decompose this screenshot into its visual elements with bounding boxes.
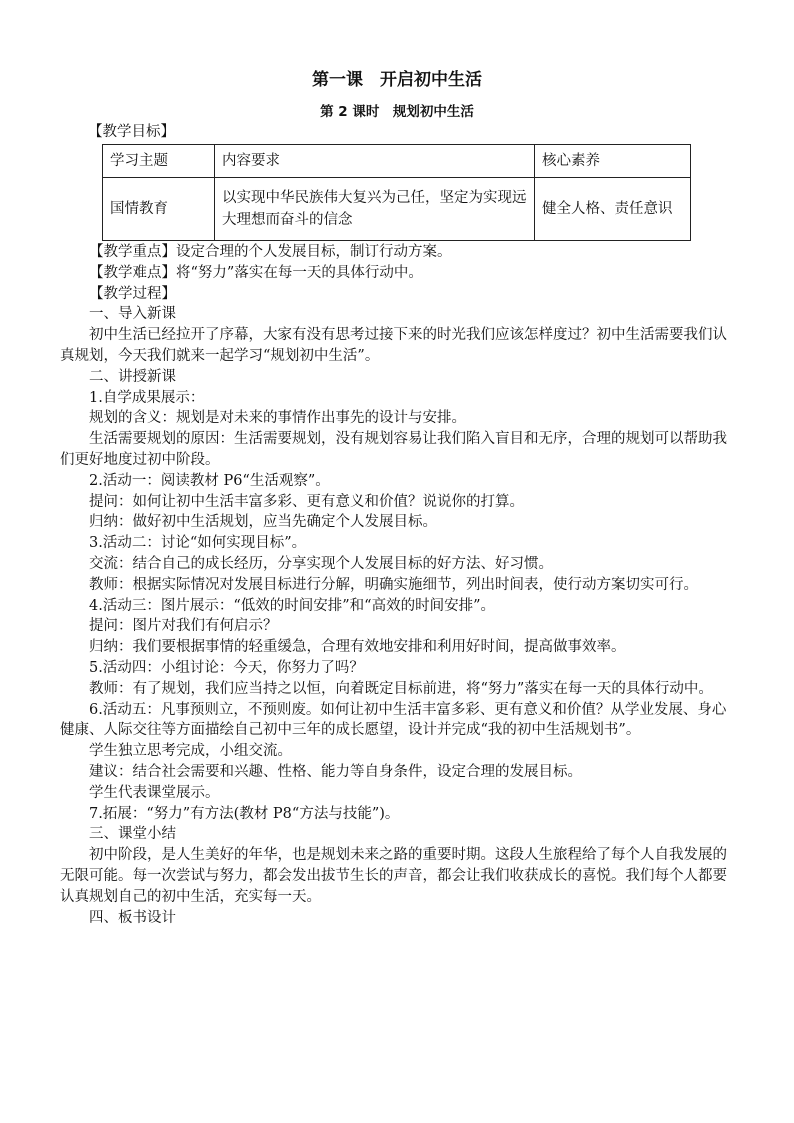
paragraph: 提问：如何让初中生活丰富多彩、更有意义和价值？说说你的打算。 [89, 493, 524, 510]
section-heading: 三、课堂小结 [89, 826, 176, 843]
paragraph: 教师：有了规划，我们应当持之以恒，向着既定目标前进，将“努力”落实在每一天的具体行动中。 [89, 680, 713, 697]
process-heading: 【教学过程】 [89, 285, 176, 302]
paragraph: 学生独立思考完成，小组交流。 [89, 743, 292, 760]
paragraph: 4.活动三：图片展示：“低效的时间安排”和“高效的时间安排”。 [89, 597, 495, 614]
paragraph: 教师：根据实际情况对发展目标进行分解，明确实施细节，列出时间表，使行动方案切实可行。 [89, 576, 698, 593]
paragraph: 规划的含义：规划是对未来的事情作出事先的设计与安排。 [89, 410, 466, 427]
paragraph: 交流：结合自己的成长经历，分享实现个人发展目标的好方法、好习惯。 [89, 555, 553, 572]
paragraph: 2.活动一：阅读教材 P6“生活观察”。 [89, 472, 330, 489]
paragraph: 归纳：我们要根据事情的轻重缓急，合理有效地安排和利用好时间，提高做事效率。 [89, 639, 626, 656]
table-header-cell: 学习主题 [103, 145, 215, 178]
paragraph: 建议：结合社会需要和兴趣、性格、能力等自身条件，设定合理的发展目标。 [89, 763, 582, 780]
paragraph: 学生代表课堂展示。 [89, 784, 220, 801]
table-header-cell: 核心素养 [535, 145, 691, 178]
lesson-body [60, 242, 736, 928]
paragraph: 7.拓展：“努力”有方法(教材 P8“方法与技能”)。 [89, 805, 400, 822]
table-cell: 国情教育 [103, 178, 215, 241]
section-heading: 一、导入新课 [89, 306, 176, 323]
table-row [103, 178, 691, 241]
table-cell: 健全人格、责任意识 [535, 178, 691, 241]
paragraph: 生活需要规划的原因：生活需要规划，没有规划容易让我们陷入盲目和无序，合理的规划可以帮助我们更好地度过初中阶段。 [60, 431, 727, 468]
table-header-cell: 内容要求 [215, 145, 535, 178]
paragraph: 归纳：做好初中生活规划，应当先确定个人发展目标。 [89, 514, 437, 531]
lesson-subtitle: 第 2 课时 规划初中生活 [320, 104, 474, 120]
lesson-title: 第一课 开启初中生活 [312, 70, 482, 90]
table-header-row [103, 145, 691, 178]
paragraph: 3.活动二：讨论“如何实现目标”。 [89, 535, 307, 552]
paragraph: 1.自学成果展示： [89, 389, 205, 406]
paragraph: 6.活动五：凡事预则立，不预则废。如何让初中生活丰富多彩、更有意义和价值？从学业发展、身心健康、人际交往等方面描绘自己初中三年的成长愿望，设计并完成“我的初中生活规划书”。 [60, 701, 727, 739]
key-point: 【教学重点】设定合理的个人发展目标，制订行动方案。 [89, 244, 452, 260]
paragraph: 5.活动四：小组讨论：今天，你努力了吗？ [89, 659, 364, 676]
section-heading: 四、板书设计 [89, 909, 176, 926]
table-cell: 以实现中华民族伟大复兴为己任，坚定为实现远大理想而奋斗的信念 [215, 178, 535, 241]
paragraph: 初中生活已经拉开了序幕，大家有没有思考过接下来的时光我们应该怎样度过？初中生活需要我们认真规划，今天我们就来一起学习“规划初中生活”。 [60, 327, 727, 364]
paragraph: 初中阶段，是人生美好的年华，也是规划未来之路的重要时期。这段人生旅程给了每个人自我发展的无限可能。每一次尝试与努力，都会发出拔节生长的声音，都会让我们收获成长的喜悦。我们每个人都要认真规划自己的初中生活，充实每一天。 [60, 847, 727, 905]
objectives-table [102, 144, 691, 241]
objectives-heading: 【教学目标】 [88, 124, 175, 140]
difficult-point: 【教学难点】将“努力”落实在每一天的具体行动中。 [89, 264, 423, 281]
section-heading: 二、讲授新课 [89, 368, 176, 385]
paragraph: 提问：图片对我们有何启示？ [89, 618, 278, 635]
